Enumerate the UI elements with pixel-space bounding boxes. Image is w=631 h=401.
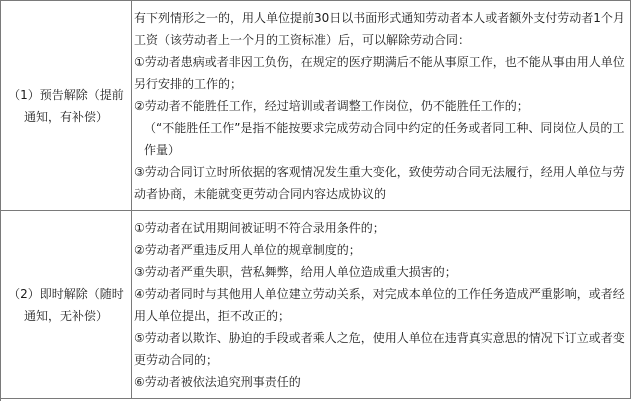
list-item: ①劳动者患病或者非因工负伤，在规定的医疗期满后不能从事原工作，也不能从事由用人单位另行安排的工作的； xyxy=(134,54,625,91)
list-item: ⑥劳动者被依法追究刑事责任的 xyxy=(134,374,301,389)
row-label-immediate-dismissal: （2）即时解除（随时通知，无补偿） xyxy=(1,211,132,399)
list-item: ②劳动者严重违反用人单位的规章制度的； xyxy=(134,242,361,257)
list-item: ④劳动者同时与其他用人单位建立劳动关系，对完成本单位的工作任务造成严重影响，或者经用人单位提出，拒不改正的； xyxy=(134,286,625,323)
table-row-immediate-dismissal xyxy=(1,211,631,399)
list-item-note: （“不能胜任工作”是指不能按要求完成劳动合同中约定的任务或者同工种、同岗位人员的工作量） xyxy=(144,120,625,157)
row-content-notice-dismissal xyxy=(132,1,631,211)
list-item: ①劳动者在试用期间被证明不符合录用条件的； xyxy=(134,220,385,235)
list-item: ②劳动者不能胜任工作，经过培训或者调整工作岗位，仍不能胜任工作的； xyxy=(134,98,529,113)
list-item: ③劳动合同订立时所依据的客观情况发生重大变化，致使劳动合同无法履行，经用人单位与劳动者协商，未能就变更劳动合同内容达成协议的 xyxy=(134,164,625,201)
row-label-notice-dismissal: （1）预告解除（提前通知，有补偿） xyxy=(1,1,132,211)
list-item: ⑤劳动者以欺诈、胁迫的手段或者乘人之危，使用人单位在违背真实意思的情况下订立或者变更劳动合同的； xyxy=(134,330,625,367)
intro-text: 有下列情形之一的，用人单位提前30日以书面形式通知劳动者本人或者额外支付劳动者1个月工资（该劳动者上一个月的工资标准）后，可以解除劳动合同： xyxy=(134,10,625,47)
list-item: ③劳动者严重失职，营私舞弊，给用人单位造成重大损害的； xyxy=(134,264,457,279)
row-content-immediate-dismissal xyxy=(132,211,631,399)
table-row-notice-dismissal xyxy=(1,1,631,211)
